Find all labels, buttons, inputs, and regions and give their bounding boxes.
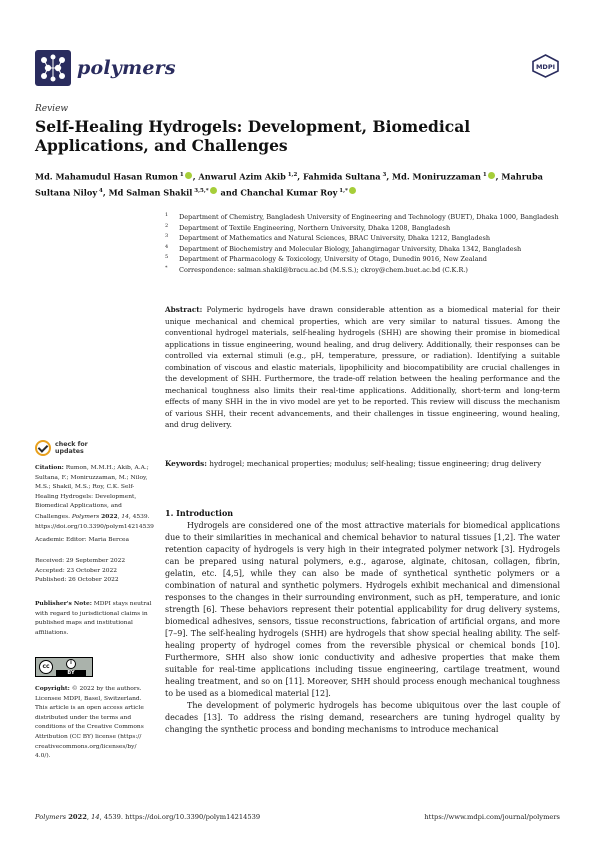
attribution-icon: i xyxy=(66,659,76,669)
affiliation-number: 4 xyxy=(165,243,169,250)
affiliation-item xyxy=(165,233,565,244)
cc-by-license-badge[interactable] xyxy=(35,657,93,677)
cc-by-label: BY xyxy=(56,670,86,676)
affiliation-text: Department of Mathematics and Natural Sciences, BRAC University, Dhaka 1212, Bangladesh xyxy=(179,234,491,243)
abstract-text: Polymeric hydrogels have drawn considerable attention as a biomedical material for their unique mechanical and chemical properties, which are very similar to natural tissues. Among the conventional hydrogel materials, self-healing hydrogels (SHH) are showing their promise in biomedical applications in tissue engineering, wound healing, and drug delivery. Additionally, their responses can be controlled via external stimuli (e.g., pH, temperature, pressure, or radiation). Identifying a suitable combination of viscous and elastic materials, lipophilicity and biocompatibility are crucial challenges in the development of SHH. Furthermore, the trade-off relation between the healing performance and the mechanical toughness also limits their real-time applications. Additionally, short-term and long-term effects of many SHH in the in vivo model are yet to be reported. This review will discuss the mechanism of various SHH, their recent advancements, and their challenges in tissue engineering, wound healing, and drug delivery. xyxy=(165,305,560,429)
academic-editor: Academic Editor: Maria Bercea xyxy=(35,537,130,543)
mdpi-logo-text: MDPI xyxy=(535,63,556,71)
affiliation-text: Department of Textile Engineering, Northern University, Dhaka 1208, Bangladesh xyxy=(179,223,451,232)
affiliation-number: 1 xyxy=(165,212,169,218)
abstract-label: Abstract: xyxy=(165,305,203,314)
author-affiliation-marker: 3 xyxy=(380,172,387,178)
orcid-icon[interactable] xyxy=(210,187,217,194)
citation-journal: Polymers xyxy=(71,513,100,520)
received-date: Received: 29 September 2022 xyxy=(35,558,126,564)
affiliation-item xyxy=(165,265,565,276)
citation-doi: , 4539. https://doi.org/10.3390/polym14214539 xyxy=(35,513,154,530)
affiliation-item xyxy=(165,223,565,234)
citation-year: 2022 xyxy=(101,512,118,520)
orcid-icon[interactable] xyxy=(185,172,192,179)
keywords-text: hydrogel; mechanical properties; modulus; self-healing; tissue engineering; drug delivery xyxy=(209,459,542,468)
abstract xyxy=(165,304,560,431)
author-name[interactable]: and Chanchal Kumar Roy xyxy=(220,187,338,198)
author-name[interactable]: Anwarul Azim Akib xyxy=(198,171,286,182)
published-date: Published: 26 October 2022 xyxy=(35,577,119,584)
author-affiliation-marker: 1,* xyxy=(337,187,348,194)
polymers-logo-icon xyxy=(35,50,71,86)
author-affiliation-marker: 1 xyxy=(177,172,184,178)
orcid-icon[interactable] xyxy=(349,187,356,194)
affiliation-item xyxy=(165,212,565,223)
article-type: Review xyxy=(35,104,69,114)
check-updates-button[interactable] xyxy=(35,440,89,456)
journal-name: polymers xyxy=(77,57,176,79)
affiliation-item xyxy=(165,244,565,255)
affiliation-text: Department of Biochemistry and Molecular Biology, Jahangirnagar University, Dhaka 1342, Bangladesh xyxy=(179,244,522,253)
citation-volume: 14 xyxy=(121,513,129,520)
keywords xyxy=(165,458,565,469)
author-affiliation-marker: 3,5,* xyxy=(192,187,209,194)
check-updates-icon xyxy=(35,440,51,456)
author-affiliation-marker: 4 xyxy=(97,187,103,194)
page-footer xyxy=(35,813,560,821)
intro-paragraph-1: Hydrogels are considered one of the most attractive materials for biomedical applications due to their similarities in mechanical and chemical behavior to natural tissues [1,2]. The water retention capacity of hydrogels is very high in their integrated polymer network [3]. Hydrogels can be prepared using natural polymers, e.g., agarose, alginate, chitosan, collagen, fibrin, gelatin, etc. [4,5], while they can also be made of synthetical synthetic polymers or a combination of natural and synthetic polymers. Hydrogels exhibit mechanical and dimensional responses to the changes in their surrounding environment, such as pH, temperature, and ionic strength [6]. These behaviors represent their potential applicability for drug delivery systems, biomedical adhesives, sensors, tissue reconstructions, fabrication of artificial organs, and more [7–9]. The self-healing hydrogels (SHH) are hydrogels that show special healing ability. The self-healing property of hydrogel comes from the reversible physical or chemical bonds [10]. Furthermore, SHH also show ionic conductivity and adhesive properties that make them suitable for real-time applications including tissue engineering, cartilage treatment, wound healing treatment, and so on [11]. Moreover, SHH should process enough mechanical toughness to be used as a biomedical material [12]. xyxy=(165,521,560,698)
article-title: Self-Healing Hydrogels: Development, Biomedical Applications, and Challenges xyxy=(35,117,471,155)
affiliation-number: 3 xyxy=(165,233,169,240)
publisher-note-label: Publisher's Note: xyxy=(35,600,92,607)
author-name[interactable]: Md. Moniruzzaman xyxy=(392,171,481,182)
copyright-label: Copyright: xyxy=(35,685,70,692)
author-name[interactable]: Fahmida Sultana xyxy=(302,171,381,182)
section-heading-introduction: 1. Introduction xyxy=(165,508,234,518)
affiliation-text: Correspondence: salman.shakil@bracu.ac.bd (M.S.S.); ckroy@chem.buet.ac.bd (C.K.R.) xyxy=(179,265,468,274)
affiliation-number: * xyxy=(165,264,168,271)
author-affiliation-marker: 1,2 xyxy=(285,172,298,178)
dates-block xyxy=(35,557,153,586)
mdpi-logo-icon[interactable] xyxy=(531,54,560,78)
footer-journal-url[interactable]: https://www.mdpi.com/journal/polymers xyxy=(424,813,560,821)
author-list: Md. Mahamudul Hasan Rumon $^1$ , Anwarul Azim Akib $^{1,2}$, Fahmida Sultana $^3$, Md. Moniruzzaman $^1$ , Mahruba Sultana Niloy $^4$, Md Salman Shakil $^{3,5,*}$ and Chanchal Kumar Roy $^{1,*}$ xyxy=(35,171,543,198)
introduction-body xyxy=(165,520,560,736)
affiliation-text: Department of Pharmacology & Toxicology, University of Otago, Dunedin 9016, New Zealand xyxy=(179,255,487,264)
check-updates-label: check for updates xyxy=(55,441,88,455)
author-name[interactable]: Md. Mahamudul Hasan Rumon xyxy=(35,171,178,182)
citation-label: Citation: xyxy=(35,464,64,471)
intro-paragraph-2: The development of polymeric hydrogels has become ubiquitous over the last couple of decades [13]. To address the rising demand, researchers are tuning hydrogel quality by changing the synthetic process and bonding mechanisms to introduce mechanical xyxy=(165,701,560,734)
cc-icon: cc xyxy=(39,660,53,674)
author-affiliation-marker: 1 xyxy=(480,172,487,178)
affiliation-number: 5 xyxy=(165,254,169,261)
accepted-date: Accepted: 23 October 2022 xyxy=(35,567,117,574)
author-name[interactable]: Md Salman Shakil xyxy=(108,187,193,198)
publisher-note-text: MDPI stays neutral with regard to jurisdictional claims in published maps and institutional affiliations. xyxy=(35,601,152,636)
journal-logo[interactable] xyxy=(35,50,176,86)
author-name[interactable]: Mahruba Sultana Niloy xyxy=(35,171,543,198)
keywords-label: Keywords: xyxy=(165,459,207,468)
affiliation-item xyxy=(165,254,565,265)
publisher-note xyxy=(35,599,153,638)
copyright-text: © 2022 by the authors. Licensee MDPI, Basel, Switzerland. This article is an open access article distributed under the terms and conditions of the Creative Commons Attribution (CC BY) license (https:// creativecommons.org/licenses/by/ 4.0/). xyxy=(35,686,144,760)
affiliation-list xyxy=(165,212,565,276)
copyright-block xyxy=(35,684,153,762)
orcid-icon[interactable] xyxy=(488,172,495,179)
footer-citation: Polymers 2022, 14, 4539. https://doi.org/10.3390/polym14214539 xyxy=(35,813,261,821)
citation-block: Citation: Rumon, M.M.H.; Akib, A.A.; Sultana, F.; Moniruzzaman, M.; Niloy, M.S.; Shakil, M.S.; Roy, C.K. Self-Healing Hydrogels: Development, Biomedical Applications, and Challenges. Polymers 2022, 14, 4539. https://doi.org/10.3390/polym14214539 xyxy=(35,464,154,530)
affiliation-text: Department of Chemistry, Bangladesh University of Engineering and Technology (BUET), Dhaka 1000, Bangladesh xyxy=(179,213,559,221)
affiliation-number: 2 xyxy=(165,222,169,229)
citation-text: Rumon, M.M.H.; Akib, A.A.; Sultana, F.; Moniruzzaman, M.; Niloy, M.S.; Shakil, M.S.; Roy, C.K. Self-Healing Hydrogels: Development, Biomedical Applications, and Challenges. xyxy=(35,465,149,520)
